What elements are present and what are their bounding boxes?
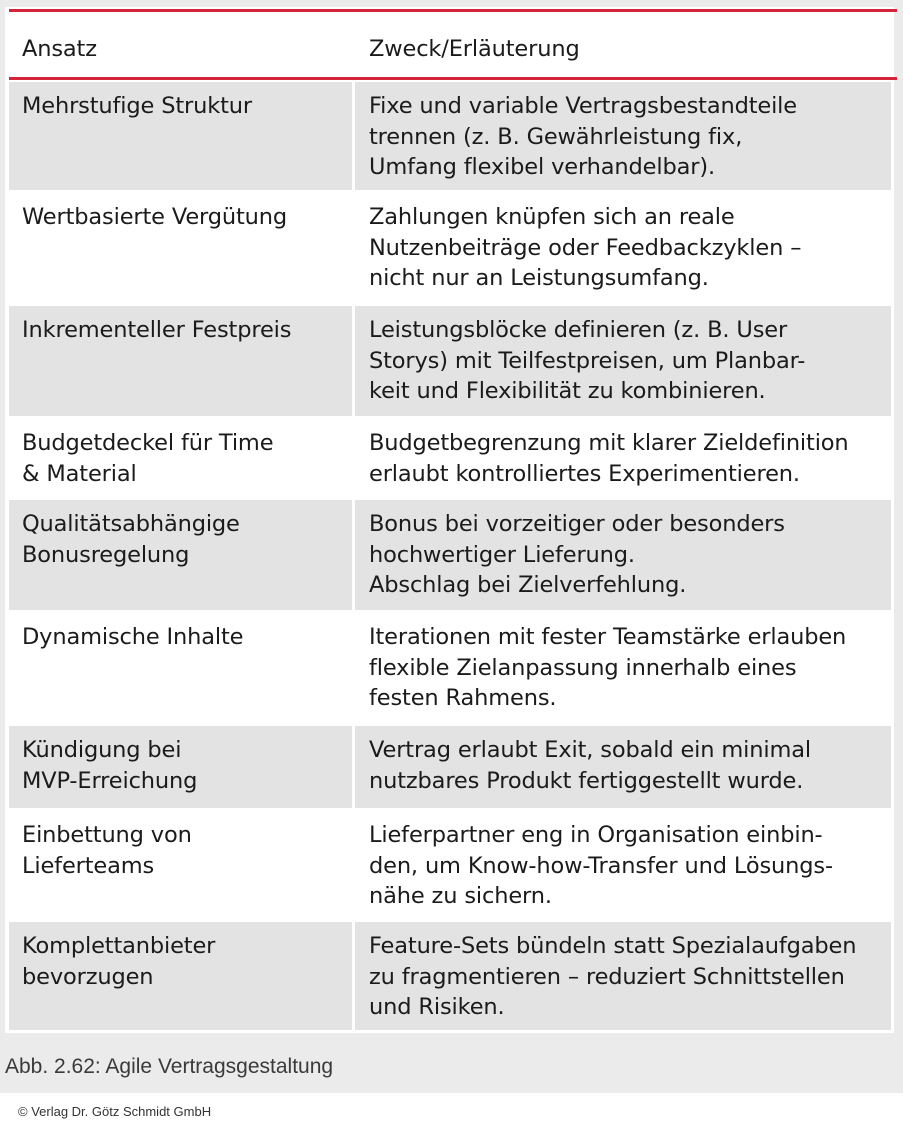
- purpose-cell: [355, 613, 891, 723]
- approach-cell: [9, 726, 352, 808]
- cell-text: Einbettung von: [22, 822, 192, 848]
- cell-text: Feature-Sets bündeln statt Spezialaufgaben: [369, 933, 857, 959]
- cell-text: Umfang flexibel verhandelbar).: [369, 154, 715, 180]
- approach-cell: [9, 922, 352, 1030]
- table-row: [5, 82, 894, 190]
- cell-text: Abschlag bei Zielverfehlung.: [369, 572, 687, 598]
- header-zweck: [355, 12, 891, 77]
- cell-text: den, um Know-how-Transfer und Lösungs-: [369, 852, 833, 879]
- table-row: [5, 500, 894, 610]
- approach-cell: [9, 82, 352, 190]
- cell-text: zu fragmentieren – reduziert Schnittstellen: [369, 963, 845, 990]
- purpose-cell: [355, 922, 891, 1030]
- purpose-cell: [355, 500, 891, 610]
- cell-text: Kündigung bei: [22, 737, 182, 763]
- cell-text: Fixe und variable Vertragsbestandteile: [369, 93, 797, 119]
- cell-text: nutzbares Produkt fertiggestellt wurde.: [369, 767, 804, 794]
- purpose-cell: [355, 811, 891, 919]
- contract-approaches-table: [5, 7, 894, 1033]
- cell-text: und Risiken.: [369, 994, 505, 1020]
- cell-text: trennen (z. B. Gewährleistung fix,: [369, 123, 743, 150]
- approach-cell: [9, 419, 352, 497]
- cell-text: Zahlungen knüpfen sich an reale: [369, 204, 735, 230]
- header-ansatz: [9, 12, 352, 77]
- cell-text: Budgetdeckel für Time: [22, 430, 274, 456]
- table-row: [5, 306, 894, 416]
- table-row: [5, 922, 894, 1030]
- header-label: Ansatz: [22, 36, 97, 62]
- cell-text: nicht nur an Leistungsumfang.: [369, 265, 709, 291]
- table-row: [5, 811, 894, 919]
- purpose-cell: [355, 193, 891, 303]
- cell-text: Bonus bei vorzeitiger oder besonders: [369, 511, 785, 537]
- cell-text: Iterationen mit fester Teamstärke erlauben: [369, 624, 847, 650]
- table-row: [5, 613, 894, 723]
- approach-cell: [9, 500, 352, 610]
- cell-text: hochwertiger Lieferung.: [369, 541, 635, 568]
- cell-text: nähe zu sichern.: [369, 883, 552, 909]
- purpose-cell: [355, 726, 891, 808]
- cell-text: Budgetbegrenzung mit klarer Zieldefinition: [369, 430, 849, 456]
- table-row: [5, 726, 894, 808]
- table-header-row: [5, 12, 894, 77]
- approach-cell: [9, 193, 352, 303]
- cell-text: keit und Flexibilität zu kombinieren.: [369, 378, 766, 404]
- cell-text: Mehrstufige Struktur: [22, 93, 252, 119]
- cell-text: flexible Zielanpassung innerhalb eines: [369, 654, 797, 681]
- cell-text: erlaubt kontrolliertes Experimentieren.: [369, 460, 800, 487]
- cell-text: Leistungsblöcke definieren (z. B. User: [369, 317, 788, 343]
- approach-cell: [9, 811, 352, 919]
- cell-text: bevorzugen: [22, 963, 154, 990]
- cell-text: MVP-Erreichung: [22, 767, 198, 794]
- cell-text: Komplettanbieter: [22, 933, 216, 959]
- purpose-cell: [355, 306, 891, 416]
- purpose-cell: [355, 82, 891, 190]
- purpose-cell: [355, 419, 891, 497]
- header-bottom-rule: [9, 77, 897, 80]
- approach-cell: [9, 613, 352, 723]
- cell-text: Wertbasierte Vergütung: [22, 204, 288, 230]
- table-row: [5, 193, 894, 303]
- cell-text: & Material: [22, 460, 137, 487]
- copyright-notice: © Verlag Dr. Götz Schmidt GmbH: [18, 1104, 212, 1119]
- header-label: Zweck/Erläuterung: [369, 36, 580, 62]
- cell-text: Vertrag erlaubt Exit, sobald ein minimal: [369, 737, 811, 763]
- cell-text: Bonusregelung: [22, 541, 190, 568]
- cell-text: Qualitätsabhängige: [22, 511, 240, 537]
- table-row: [5, 419, 894, 497]
- cell-text: Storys) mit Teilfestpreisen, um Planbar-: [369, 347, 806, 374]
- cell-text: Dynamische Inhalte: [22, 624, 244, 650]
- cell-text: Lieferteams: [22, 852, 155, 879]
- approach-cell: [9, 306, 352, 416]
- cell-text: festen Rahmens.: [369, 685, 557, 711]
- cell-text: Inkrementeller Festpreis: [22, 317, 292, 343]
- figure-caption: Abb. 2.62: Agile Vertragsgestaltung: [5, 1055, 334, 1078]
- cell-text: Nutzenbeiträge oder Feedbackzyklen –: [369, 234, 802, 261]
- cell-text: Lieferpartner eng in Organisation einbin-: [369, 822, 823, 848]
